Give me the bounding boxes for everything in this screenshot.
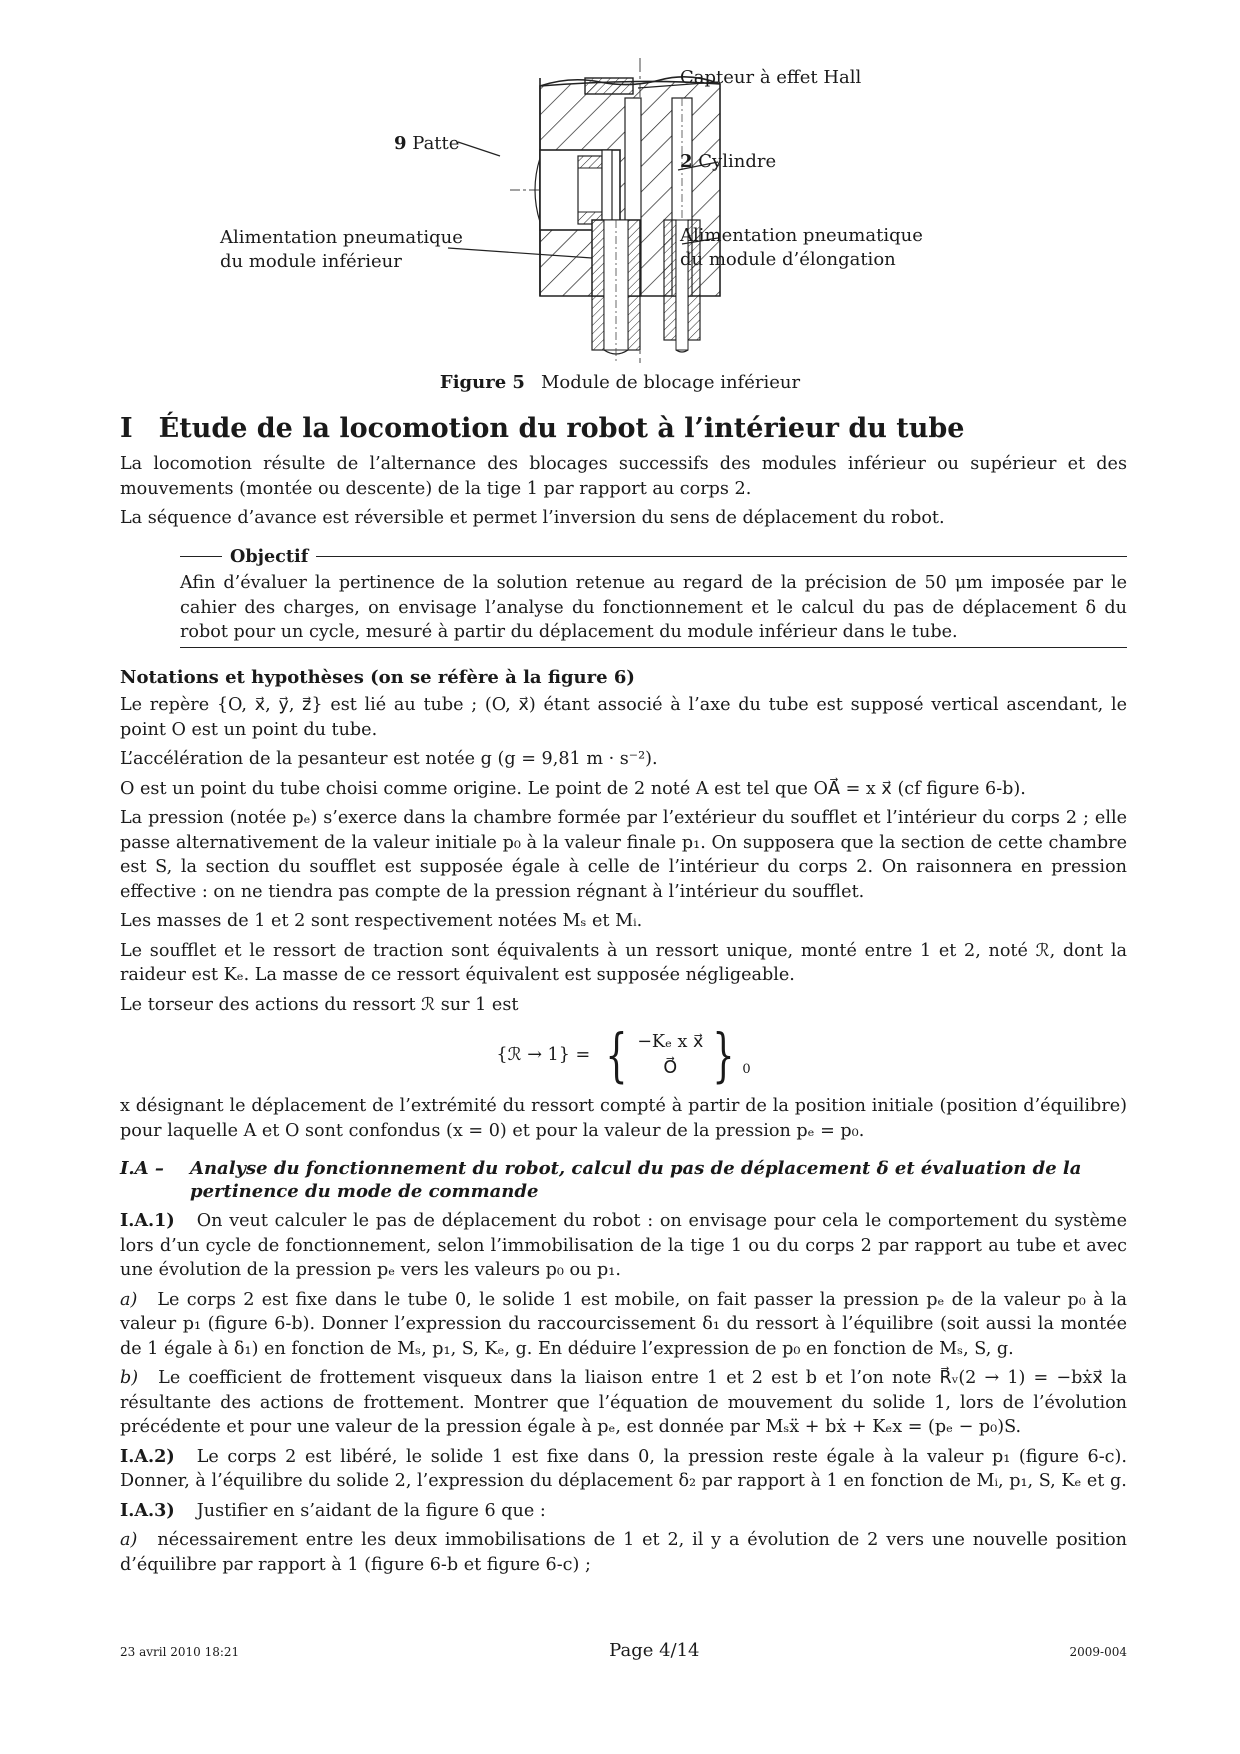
equation-left-brace: { xyxy=(605,1021,628,1089)
objectif-box xyxy=(180,545,1127,648)
question-ia3-number: I.A.3) xyxy=(120,1499,175,1521)
label-lower-feed-line1: Alimentation pneumatique xyxy=(220,227,463,248)
equation-resultant: −Kₑ x x⃗ xyxy=(637,1032,704,1052)
question-ia2-text: Le corps 2 est libéré, le solide 1 est fixe dans 0, la pression reste égale à la valeur p₁ (figure 6-c). Donner, à l’équilibre du solide 2, l’expression du déplacement δ₂ par rapport à 1 en fonction de Mᵢ, p₁, S, Kₑ et g. xyxy=(120,1446,1127,1491)
question-ia2 xyxy=(120,1445,1127,1494)
elong-feed-wall-left xyxy=(664,220,676,340)
label-elongation-feed xyxy=(680,224,923,272)
notations-paragraph-4: La pression (notée pₑ) s’exerce dans la chambre formée par l’extérieur du soufflet et l’intérieur du corps 2 ; elle passe alternativement de la valeur initiale p₀ à la valeur finale p₁. On supposera que la section de cette chambre est S, la section du soufflet est supposée égale à celle de l’intérieur du corps 2. On raisonnera en pression effective : on ne tiendra pas compte de la pression régnant à l’intérieur du soufflet. xyxy=(120,808,1127,902)
question-ia1a-label: a) xyxy=(120,1289,138,1310)
objectif-text: Afin d’évaluer la pertinence de la solution retenue au regard de la précision de 50 μm imposée par le cahier des charges, on envisage l’analyse du fonctionnement et le calcul du pas de déplacement δ du robot pour un cycle, mesuré à partir du déplacement du module inférieur dans le tube. xyxy=(180,571,1127,648)
mechanism-diagram xyxy=(240,58,1020,368)
subsection-ia-label: I.A – xyxy=(120,1158,164,1179)
equation-moment: O⃗ xyxy=(663,1058,678,1078)
section-paragraph-1: La locomotion résulte de l’alternance des blocages successifs des modules inférieur ou supérieur et des mouvements (montée ou descente) de la tige 1 par rapport au corps 2. xyxy=(120,454,1127,499)
label-cylinder-text: Cylindre xyxy=(698,151,777,172)
label-lower-feed xyxy=(220,226,463,274)
label-patte-text: Patte xyxy=(412,133,460,154)
label-patte xyxy=(394,132,459,156)
main-content xyxy=(120,412,1127,1582)
objectif-rule xyxy=(316,556,1127,557)
section-paragraph-2: La séquence d’avance est réversible et permet l’inversion du sens de déplacement du robot. xyxy=(120,508,945,528)
figure-5-caption xyxy=(0,372,1240,393)
lower-feed-wall-left xyxy=(592,220,604,350)
footer-date: 23 avril 2010 18:21 xyxy=(120,1645,240,1659)
hall-sensor xyxy=(585,78,633,94)
section-title: Étude de la locomotion du robot à l’intérieur du tube xyxy=(158,413,965,444)
question-ia1b xyxy=(120,1366,1127,1440)
question-ia3-text: Justifier en s’aidant de la figure 6 que : xyxy=(196,1500,546,1521)
question-ia3 xyxy=(120,1499,1127,1524)
objectif-title: Objectif xyxy=(230,545,309,567)
footer-page-number: Page 4/14 xyxy=(609,1640,700,1661)
question-ia2-number: I.A.2) xyxy=(120,1445,175,1467)
question-ia1 xyxy=(120,1209,1127,1283)
equation-matrix xyxy=(637,1029,703,1081)
subsection-ia-title: Analyse du fonctionnement du robot, calcul du pas de déplacement δ et évaluation de la pertinence du mode de commande xyxy=(190,1158,1082,1202)
label-cylinder xyxy=(680,150,776,174)
notations-paragraph-1: Le repère {O, x⃗, y⃗, z⃗} est lié au tube ; (O, x⃗) étant associé à l’axe du tube est supposé vertical ascendant, le point O est un point du tube. xyxy=(120,695,1127,740)
question-ia1-text: On veut calculer le pas de déplacement du robot : on envisage pour cela le comportement du système lors d’un cycle de fonctionnement, selon l’immobilisation de la tige 1 ou du corps 2 par rapport au tube et avec une évolution de la pression pₑ vers les valeurs p₀ ou p₁. xyxy=(120,1211,1127,1280)
notations-paragraph-2: L’accélération de la pesanteur est notée g (g = 9,81 m · s⁻²). xyxy=(120,749,658,769)
question-ia1a-text: Le corps 2 est fixe dans le tube 0, le solide 1 est mobile, on fait passer la pression pₑ de la valeur p₀ à la valeur p₁ (figure 6-b). Donner l’expression du raccourcissement δ₁ du ressort à l’équilibre (soit aussi la montée de 1 égale à δ₁) en fonction de Mₛ, p₁, S, Kₑ, g. En déduire l’expression de p₀ en fonction de Mₛ, S, g. xyxy=(120,1289,1127,1359)
notations-paragraph-3: O est un point du tube choisi comme origine. Le point de 2 noté A est tel que OA⃗ = x x⃗ (cf figure 6-b). xyxy=(120,778,1026,799)
notations-paragraph-7: Le torseur des actions du ressort ℛ sur 1 est xyxy=(120,994,519,1015)
page-footer xyxy=(120,1640,1127,1661)
question-ia1a xyxy=(120,1288,1127,1362)
notations-heading: Notations et hypothèses (on se réfère à la figure 6) xyxy=(120,666,635,688)
notations-paragraph-6: Le soufflet et le ressort de traction sont équivalents à un ressort unique, monté entre 1 et 2, noté ℛ, dont la raideur est Kₑ. La masse de ce ressort équivalent est supposée négligeable. xyxy=(120,940,1127,985)
subsection-ia-heading xyxy=(120,1157,1127,1203)
label-hall-sensor: Capteur à effet Hall xyxy=(680,67,862,88)
label-cylinder-number: 2 xyxy=(680,151,693,172)
objectif-dash xyxy=(180,556,222,557)
question-ia3a xyxy=(120,1528,1127,1577)
question-ia1-number: I.A.1) xyxy=(120,1210,175,1231)
equation-lhs: {ℛ → 1} = xyxy=(496,1044,591,1065)
caption-text: Module de blocage inférieur xyxy=(540,372,801,393)
question-ia1b-label: b) xyxy=(120,1368,139,1388)
section-number: I xyxy=(120,413,133,444)
label-patte-number: 9 xyxy=(394,133,407,154)
notations-paragraph-8: x désignant le déplacement de l’extrémité du ressort compté à partir de la position initiale (position d’équilibre) pour laquelle A et O sont confondus (x = 0) et pour la valeur de la pression pₑ = p₀. xyxy=(120,1096,1127,1141)
footer-reference: 2009-004 xyxy=(1069,1645,1127,1659)
question-ia3a-label: a) xyxy=(120,1530,138,1550)
figure-5-drawing xyxy=(220,58,1020,368)
notations-paragraph-5: Les masses de 1 et 2 sont respectivement notées Mₛ et Mᵢ. xyxy=(120,911,643,931)
torseur-equation xyxy=(120,1022,1127,1088)
objectif-header xyxy=(180,545,1127,570)
caption-number: Figure 5 xyxy=(439,372,525,393)
question-ia1b-text: Le coefficient de frottement visqueux dans la liaison entre 1 et 2 est b et l’on note R⃗ᵥ(2 → 1) = −bẋx⃗ la résultante des actions de frottement. Montrer que l’équation de mouvement du solide 1, lors de l’évolution précédente et pour une valeur de la pression égale à pₑ, est donnée par Mₛẍ + bẋ + Kₑx = (pₑ − p₀)S. xyxy=(120,1368,1127,1437)
label-elongation-feed-line1: Alimentation pneumatique xyxy=(680,225,923,246)
equation-right-brace: } xyxy=(712,1021,735,1089)
section-heading xyxy=(120,412,1127,446)
label-elongation-feed-line2: du module d’élongation xyxy=(680,249,896,270)
question-ia3a-text: nécessairement entre les deux immobilisations de 1 et 2, il y a évolution de 2 vers une nouvelle position d’équilibre par rapport à 1 (figure 6-b et figure 6-c) ; xyxy=(120,1530,1127,1575)
label-lower-feed-line2: du module inférieur xyxy=(220,251,402,272)
equation-subscript: 0 xyxy=(742,1061,751,1077)
